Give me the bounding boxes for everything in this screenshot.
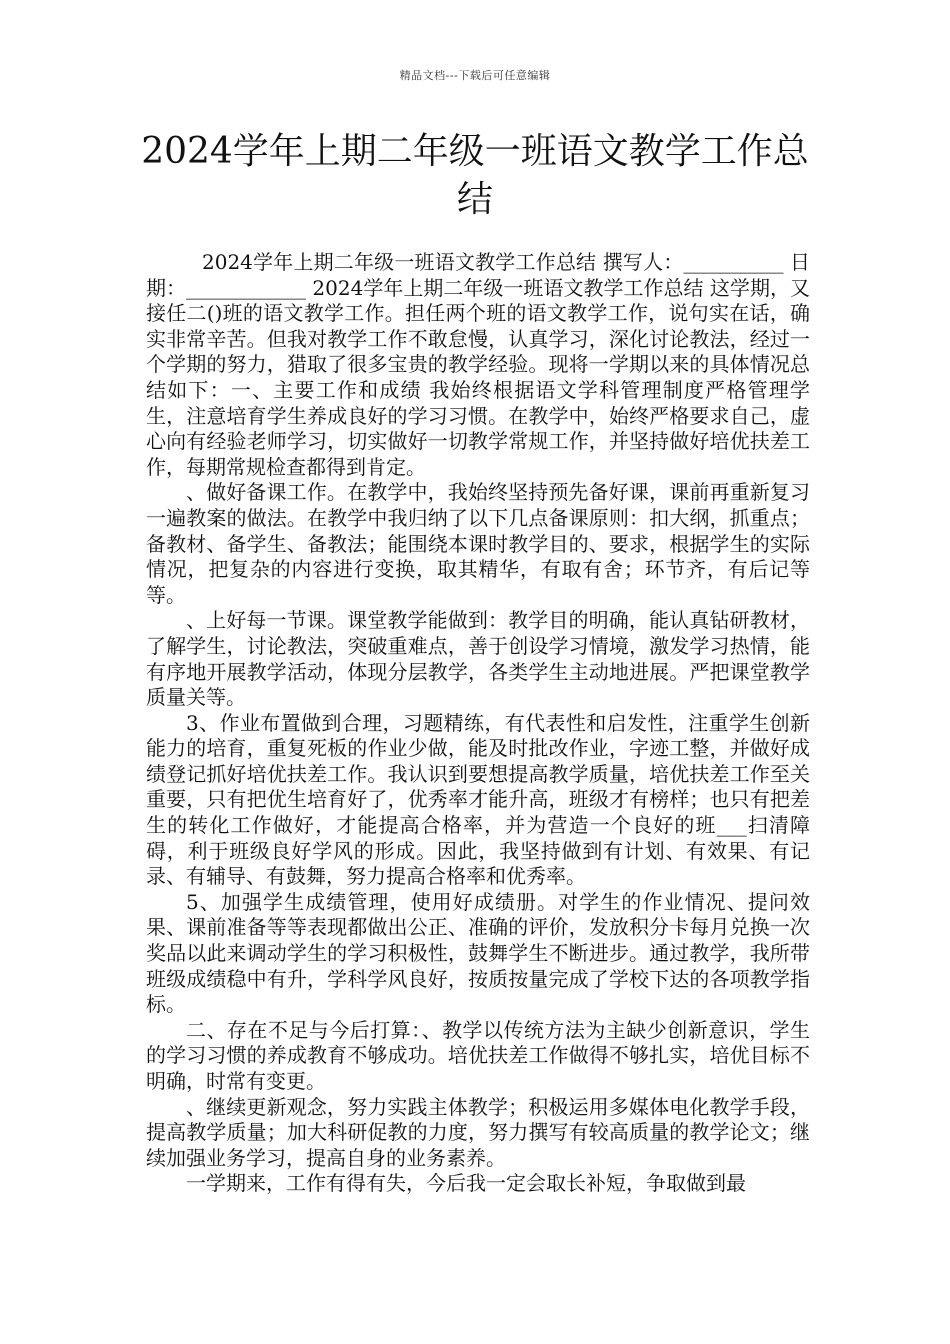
paragraph-shortcomings: 二、存在不足与今后打算：、教学以传统方法为主缺少创新意识，学生的学习习惯的养成教育不够成功。培优扶差工作做得不够扎实，培优目标不明确，时常有变更。 [146,1017,810,1093]
document-body [146,250,810,1197]
paragraph-closing: 一学期来，工作有得有失，今后我一定会取长补短，争取做到最 [186,1171,746,1196]
document-title: 2024学年上期二年级一班语文教学工作总结 [141,131,809,220]
paragraph-grade-management: 5、加强学生成绩管理，使用好成绩册。对学生的作业情况、提问效果、课前准备等等表现都做出公正、准确的评价，发放积分卡每月兑换一次奖品以此来调动学生的学习积极性，鼓舞学生不断进步。通过教学，我所带班级成绩稳中有升，学科学风良好，按质按量完成了学校下达的各项教学指标。 [146,889,810,1017]
paragraph-teaching: 、上好每一节课。课堂教学能做到：教学目的明确，能认真钻研教材，了解学生，讨论教法，突破重难点，善于创设学习情境，激发学习热情，能有序地开展教学活动，体现分层教学，各类学生主动地进展。严把课堂教学质量关等。 [146,608,810,710]
paragraph-intro: 2024学年上期二年级一班语文教学工作总结 撰写人：__________ 日 期：____________ 2024学年上期二年级一班语文教学工作总结 这学期，又接任二()班的语文教学工作。担任两个班的语文教学工作，说句实在话，确实非常辛苦。但我对教学工作不敢怠慢，认真学习，深化讨论教法，经过一个学期的努力，猎取了很多宝贵的教学经验。现将一学期以来的具体情况总结如下：一、主要工作和成绩 我始终根据语文学科管理制度严格管理学生，注意培育学生养成良好的学习习惯。在教学中，始终严格要求自己，虚心向有经验老师学习，切实做好一切教学常规工作，并坚持做好培优扶差工作，每期常规检查都得到肯定。 [146,250,810,479]
paragraph-plans: 、继续更新观念，努力实践主体教学；积极运用多媒体电化教学手段，提高教学质量；加大科研促教的力度，努力撰写有较高质量的教学论文；继续加强业务学习，提高自身的业务素养。 [146,1094,810,1170]
paragraph-homework: 3、作业布置做到合理，习题精练，有代表性和启发性，注重学生创新能力的培育，重复死板的作业少做，能及时批改作业，字迹工整，并做好成绩登记抓好培优扶差工作。我认识到要想提高教学质量，培优扶差工作至关重要，只有把优生培育好了，优秀率才能升高，班级才有榜样；也只有把差生的转化工作做好，才能提高合格率，并为营造一个良好的班___扫清障碍，利于班级良好学风的形成。因此，我坚持做到有计划、有效果、有记录、有辅导、有鼓舞，努力提高合格率和优秀率。 [146,710,810,889]
paragraph-lesson-prep: 、做好备课工作。在教学中，我始终坚持预先备好课，课前再重新复习一遍教案的做法。在教学中我归纳了以下几点备课原则：扣大纲，抓重点；备教材、备学生、备教法；能围绕本课时教学目的、要求，根据学生的实际情况，把复杂的内容进行变换，取其精华，有取有舍；环节齐，有后记等等。 [146,480,810,607]
header-note: 精品文档---下载后可任意编辑 [399,69,551,82]
